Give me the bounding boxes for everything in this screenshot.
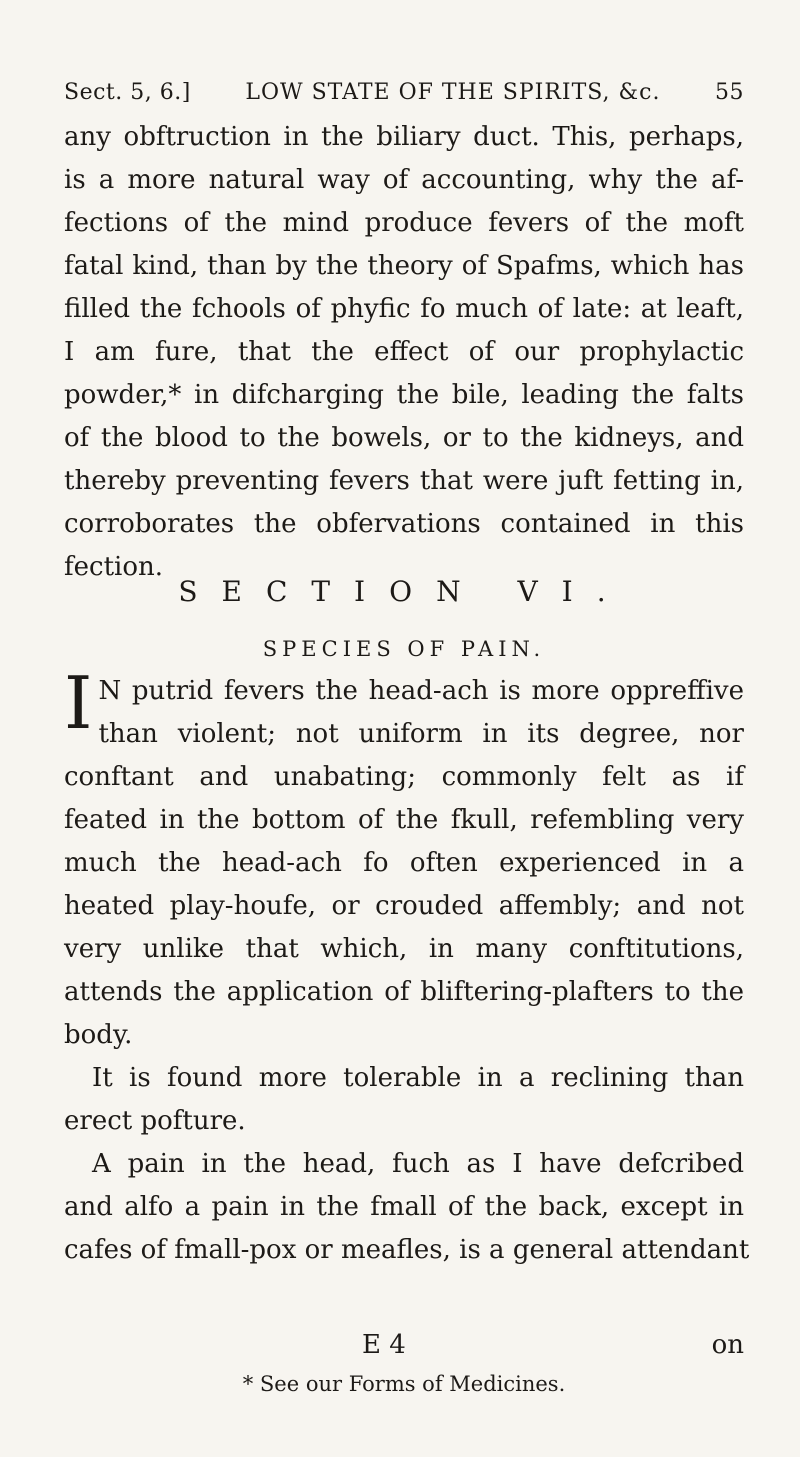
text-line: fatal kind, than by the theory of Spafms, which has xyxy=(64,251,744,281)
text-line: powder,* in difcharging the bile, leading the falts xyxy=(64,380,744,410)
running-header xyxy=(64,80,744,105)
text-line: I am fure, that the effect of our prophylactic xyxy=(64,337,744,367)
text-line: any obftruction in the biliary duct. This, perhaps, xyxy=(64,122,744,152)
text-line: body. xyxy=(64,1020,133,1050)
section-heading: SECTION VI. xyxy=(178,575,630,608)
text-line: fection. xyxy=(64,552,163,582)
text-line: conftant and unabating; commonly felt as if xyxy=(64,762,744,792)
text-line: very unlike that which, in many conftitutions, xyxy=(64,934,744,964)
header-title: LOW STATE OF THE SPIRITS, &c. xyxy=(245,80,661,105)
text-line: of the blood to the bowels, or to the kidneys, and xyxy=(64,423,744,453)
footnote: * See our Forms of Medicines. xyxy=(242,1372,566,1396)
text-line: corroborates the obfervations contained in this xyxy=(64,509,744,539)
text-line: than violent; not uniform in its degree, nor xyxy=(98,719,744,749)
text-line: much the head-ach fo often experienced in a xyxy=(64,848,744,878)
text-line: fections of the mind produce fevers of the moft xyxy=(64,208,744,238)
text-line: cafes of fmall-pox or meafles, is a general attendant xyxy=(64,1235,750,1265)
text-line: attends the application of bliftering-plafters to the xyxy=(64,977,744,1007)
paragraph-1 xyxy=(64,116,744,589)
text-line: is a more natural way of accounting, why the af- xyxy=(64,165,744,195)
signature-mark: E 4 xyxy=(362,1330,406,1360)
catchword: on xyxy=(711,1330,744,1360)
text-line: thereby preventing fevers that were juft fetting in, xyxy=(64,466,744,496)
text-line: It is found more tolerable in a reclining than xyxy=(92,1063,744,1093)
text-line: feated in the bottom of the fkull, refembling very xyxy=(64,805,744,835)
text-line: erect pofture. xyxy=(64,1106,246,1136)
text-line: heated play-houfe, or crouded affembly; and not xyxy=(64,891,744,921)
drop-cap: I xyxy=(64,661,93,745)
text-line: A pain in the head, fuch as I have defcribed xyxy=(92,1149,744,1179)
paragraph-2 xyxy=(64,661,750,1272)
header-section-ref: Sect. 5, 6.] xyxy=(64,80,191,105)
text-line: N putrid fevers the head-ach is more oppreffive xyxy=(98,676,744,706)
section-subtitle: SPECIES OF PAIN. xyxy=(262,637,546,661)
text-line: filled the fchools of phyfic fo much of late: at leaft, xyxy=(64,294,744,324)
text-line: and alfo a pain in the fmall of the back, except in xyxy=(64,1192,744,1222)
page-number: 55 xyxy=(715,80,744,105)
